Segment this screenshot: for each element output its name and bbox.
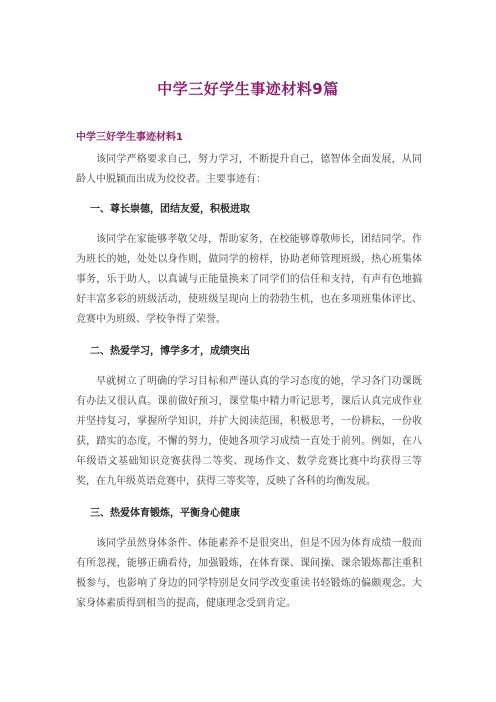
intro-paragraph: 该同学严格要求自己，努力学习，不断提升自己，德智体全面发展，从同龄人中脱颖而出成为佼佼者。主要事迹有： — [76, 154, 422, 185]
section-body-2: 早就树立了明确的学习目标和严谨认真的学习态度的她，学习各门功课既有办法又很认真。课前做好预习，课堂集中精力听记思考，课后认真完成作业并坚持复习，掌握所学知识，并扩大阅读范围，积极思考，一份耕耘，一份收获，踏实的态度，不懈的努力，使她各项学习成绩一直处于前列。例如，在八年级语文基础知识竞赛获得二等奖、现场作文、数学竞赛比赛中均获得三等奖，在九年级英语竞赛中，获得三等奖等，反映了各科的均衡发展。 — [76, 376, 422, 487]
document-body — [76, 150, 422, 614]
section-title: 中学三好学生事迹材料1 — [76, 132, 183, 143]
section-body-1: 该同学在家能够孝敬父母，帮助家务，在校能够尊敬师长，团结同学。作为班长的她，处处以身作则，做同学的榜样，协助老师管理班级，热心班集体事务，乐于助人，以真诚与正能量换来了同学们的信任和支持，有声有色地搞好丰富多彩的班级活动，使班级呈现向上的勃勃生机，也在多项班集体评比、竞赛中为班级、学校争得了荣誉。 — [76, 234, 422, 325]
section-heading-1: 一、尊长崇德，团结友爱，积极进取 — [90, 204, 250, 215]
section-body-3: 该同学虽然身体条件、体能素养不是很突出，但是不因为体育成绩一般而有所忽视，能够正确看待，加强锻炼，在体育课、课间操、课余锻炼都注重积极参与，也影响了身边的同学特别是女同学改变重读书轻锻炼的偏颇观念。大家身体素质得到相当的提高，健康理念受到肯定。 — [76, 538, 422, 609]
document-title: 中学三好学生事迹材料9篇 — [157, 80, 339, 98]
section-heading-3: 三、热爱体育锻炼，平衡身心健康 — [90, 508, 240, 519]
section-heading-2: 二、热爱学习，博学多才，成绩突出 — [90, 346, 250, 357]
